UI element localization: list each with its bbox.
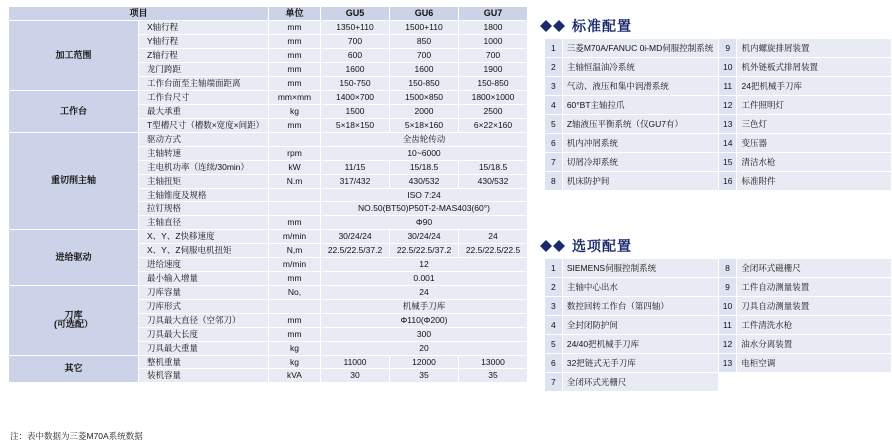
row-label: 主轴直径 bbox=[139, 216, 269, 230]
config-number: 10 bbox=[718, 297, 736, 316]
config-text: 主轴中心出水 bbox=[562, 278, 718, 297]
specification-table-wrapper bbox=[8, 6, 528, 383]
row-label: 拉钉规格 bbox=[139, 202, 269, 216]
row-value-gu7: 35 bbox=[459, 369, 528, 383]
config-number: 9 bbox=[718, 278, 736, 297]
config-number: 8 bbox=[545, 172, 563, 191]
row-unit bbox=[269, 202, 321, 216]
row-unit: mm bbox=[269, 35, 321, 49]
row-unit: mm bbox=[269, 49, 321, 63]
config-row bbox=[545, 172, 892, 191]
row-value-gu7: 1900 bbox=[459, 63, 528, 77]
row-value-gu7: 700 bbox=[459, 49, 528, 63]
row-value-gu5: 30/24/24 bbox=[321, 230, 390, 244]
row-value-gu5: 317/432 bbox=[321, 174, 390, 188]
table-footnote: 注：表中数据为三菱M70A系统数据 bbox=[10, 431, 143, 441]
row-value-merged: NO.50(BT50)P50T-2-MAS403(60°) bbox=[321, 202, 528, 216]
row-label: 最小输入增量 bbox=[139, 272, 269, 286]
config-row bbox=[545, 77, 892, 96]
header-gu6: GU6 bbox=[390, 7, 459, 21]
row-unit: kg bbox=[269, 341, 321, 355]
config-blank bbox=[718, 373, 891, 392]
row-label: 刀库容量 bbox=[139, 285, 269, 299]
table-row bbox=[9, 91, 528, 105]
config-number: 11 bbox=[718, 316, 736, 335]
row-value-gu6: 700 bbox=[390, 49, 459, 63]
config-row bbox=[545, 335, 892, 354]
row-value-merged: 0.001 bbox=[321, 272, 528, 286]
table-row bbox=[9, 132, 528, 146]
header-unit: 单位 bbox=[269, 7, 321, 21]
row-value-gu5: 1400×700 bbox=[321, 91, 390, 105]
config-text: 机内冲屑系统 bbox=[562, 134, 718, 153]
row-value-gu5: 30 bbox=[321, 369, 390, 383]
row-value-merged: Φ110(Φ200) bbox=[321, 313, 528, 327]
row-unit: kVA bbox=[269, 369, 321, 383]
header-gu7: GU7 bbox=[459, 7, 528, 21]
row-unit: mm bbox=[269, 216, 321, 230]
config-number: 3 bbox=[545, 297, 563, 316]
config-text: 切屑冷却系统 bbox=[562, 153, 718, 172]
row-value-gu7: 24 bbox=[459, 230, 528, 244]
config-number: 12 bbox=[719, 96, 737, 115]
row-value-gu5: 1350+110 bbox=[321, 21, 390, 35]
config-text: 工件清洗水枪 bbox=[737, 316, 892, 335]
group-label: 刀库 (可选配） bbox=[9, 285, 139, 355]
row-value-gu7: 13000 bbox=[459, 355, 528, 369]
group-label: 加工范围 bbox=[9, 21, 139, 91]
row-value-gu7: 15/18.5 bbox=[459, 160, 528, 174]
configuration-panels bbox=[540, 0, 892, 444]
diamond-marker-icon bbox=[540, 19, 566, 33]
row-unit: N,m bbox=[269, 244, 321, 258]
table-row bbox=[9, 21, 528, 35]
row-unit: mm bbox=[269, 118, 321, 132]
config-number: 14 bbox=[719, 134, 737, 153]
config-number: 1 bbox=[545, 39, 563, 58]
group-label: 工作台 bbox=[9, 91, 139, 133]
row-label: X轴行程 bbox=[139, 21, 269, 35]
row-label: 整机重量 bbox=[139, 355, 269, 369]
row-unit: N.m bbox=[269, 174, 321, 188]
row-value-gu6: 30/24/24 bbox=[390, 230, 459, 244]
row-value-gu6: 12000 bbox=[390, 355, 459, 369]
config-number: 2 bbox=[545, 278, 563, 297]
row-value-gu7: 22.5/22.5/22.5 bbox=[459, 244, 528, 258]
row-value-gu5: 11/15 bbox=[321, 160, 390, 174]
row-unit bbox=[269, 188, 321, 202]
row-value-gu6: 430/532 bbox=[390, 174, 459, 188]
row-unit bbox=[269, 132, 321, 146]
config-row bbox=[545, 278, 892, 297]
config-number: 13 bbox=[718, 354, 736, 373]
row-label: Z轴行程 bbox=[139, 49, 269, 63]
row-label: 装机容量 bbox=[139, 369, 269, 383]
row-label: 主电机功率（连续/30min） bbox=[139, 160, 269, 174]
row-unit: No, bbox=[269, 285, 321, 299]
row-unit: kg bbox=[269, 104, 321, 118]
config-number: 8 bbox=[718, 259, 736, 278]
standard-config-table bbox=[544, 38, 892, 191]
row-value-gu7: 150-850 bbox=[459, 77, 528, 91]
config-number: 2 bbox=[545, 58, 563, 77]
config-text: 全封闭防护间 bbox=[562, 316, 718, 335]
config-text: 油水分离装置 bbox=[737, 335, 892, 354]
row-value-gu6: 35 bbox=[390, 369, 459, 383]
standard-config-heading bbox=[540, 16, 632, 36]
row-value-gu5: 150-750 bbox=[321, 77, 390, 91]
row-label: T型槽尺寸（槽数×宽度×间距） bbox=[139, 118, 269, 132]
config-number: 11 bbox=[719, 77, 737, 96]
row-value-gu7: 1800×1000 bbox=[459, 91, 528, 105]
row-label: 主轴扭矩 bbox=[139, 174, 269, 188]
config-text: 三菱M70A/FANUC 0i-MD伺服控制系统 bbox=[562, 39, 718, 58]
config-text: 工件照明灯 bbox=[737, 96, 892, 115]
row-value-gu6: 22.5/22.5/37.2 bbox=[390, 244, 459, 258]
config-text: 电柜空调 bbox=[737, 354, 892, 373]
config-number: 12 bbox=[718, 335, 736, 354]
row-value-gu6: 2000 bbox=[390, 104, 459, 118]
row-label: 工作台尺寸 bbox=[139, 91, 269, 105]
row-value-merged: 全齿轮传动 bbox=[321, 132, 528, 146]
config-number: 6 bbox=[545, 134, 563, 153]
row-value-gu5: 5×18×150 bbox=[321, 118, 390, 132]
row-value-gu7: 430/532 bbox=[459, 174, 528, 188]
group-label: 重切削主轴 bbox=[9, 132, 139, 229]
row-label: 龙门跨距 bbox=[139, 63, 269, 77]
row-label: 主轴转速 bbox=[139, 146, 269, 160]
config-number: 1 bbox=[545, 259, 563, 278]
row-value-gu6: 1600 bbox=[390, 63, 459, 77]
config-text: 气动、液压和集中润滑系统 bbox=[562, 77, 718, 96]
row-value-gu6: 15/18.5 bbox=[390, 160, 459, 174]
row-unit: mm×mm bbox=[269, 91, 321, 105]
row-label: 刀库形式 bbox=[139, 299, 269, 313]
row-value-gu7: 6×22×160 bbox=[459, 118, 528, 132]
row-value-merged: 12 bbox=[321, 258, 528, 272]
row-label: X、Y、Z快移速度 bbox=[139, 230, 269, 244]
config-text: 变压器 bbox=[737, 134, 892, 153]
row-value-merged: ISO 7:24 bbox=[321, 188, 528, 202]
option-config-heading bbox=[540, 236, 632, 256]
header-gu5: GU5 bbox=[321, 7, 390, 21]
config-row bbox=[545, 153, 892, 172]
row-value-gu5: 700 bbox=[321, 35, 390, 49]
row-label: X、Y、Z伺服电机扭矩 bbox=[139, 244, 269, 258]
config-text: 60°BT主轴拉爪 bbox=[562, 96, 718, 115]
row-value-gu5: 1600 bbox=[321, 63, 390, 77]
config-number: 16 bbox=[719, 172, 737, 191]
row-value-gu6: 150-850 bbox=[390, 77, 459, 91]
row-unit: kW bbox=[269, 160, 321, 174]
row-label: 进给速度 bbox=[139, 258, 269, 272]
row-value-gu7: 2500 bbox=[459, 104, 528, 118]
config-row bbox=[545, 316, 892, 335]
row-unit: m/min bbox=[269, 230, 321, 244]
row-unit: rpm bbox=[269, 146, 321, 160]
row-label: 刀具最大直径（空邻刀） bbox=[139, 313, 269, 327]
row-value-gu6: 850 bbox=[390, 35, 459, 49]
row-value-gu7: 1800 bbox=[459, 21, 528, 35]
config-text: 数控回转工作台（第四轴） bbox=[562, 297, 718, 316]
group-label: 进给驱动 bbox=[9, 230, 139, 286]
row-label: 刀具最大长度 bbox=[139, 327, 269, 341]
row-value-merged: 10~6000 bbox=[321, 146, 528, 160]
config-text: 24把机械手刀库 bbox=[737, 77, 892, 96]
header-item: 项目 bbox=[9, 7, 269, 21]
config-number: 15 bbox=[719, 153, 737, 172]
config-number: 10 bbox=[719, 58, 737, 77]
config-text: SIEMENS伺服控制系统 bbox=[562, 259, 718, 278]
row-unit: mm bbox=[269, 327, 321, 341]
config-row bbox=[545, 373, 892, 392]
config-row bbox=[545, 297, 892, 316]
row-label: 主轴锥度及规格 bbox=[139, 188, 269, 202]
row-unit: mm bbox=[269, 313, 321, 327]
config-row bbox=[545, 96, 892, 115]
config-text: 全闭环式光栅尺 bbox=[562, 373, 718, 392]
config-number: 5 bbox=[545, 115, 563, 134]
config-text: 机床防护间 bbox=[562, 172, 718, 191]
group-label: 其它 bbox=[9, 355, 139, 383]
config-number: 6 bbox=[545, 354, 563, 373]
standard-config-table-wrapper bbox=[544, 38, 892, 191]
config-number: 13 bbox=[719, 115, 737, 134]
row-value-gu6: 5×18×160 bbox=[390, 118, 459, 132]
config-text: Z轴液压平衡系统（仅GU7有） bbox=[562, 115, 718, 134]
config-text: 标准附件 bbox=[737, 172, 892, 191]
config-number: 3 bbox=[545, 77, 563, 96]
specification-table bbox=[8, 6, 528, 383]
standard-config-title: 标准配置 bbox=[572, 18, 632, 34]
config-text: 刀具自动测量装置 bbox=[737, 297, 892, 316]
config-text: 机外链板式排屑装置 bbox=[737, 58, 892, 77]
row-value-gu5: 1500 bbox=[321, 104, 390, 118]
row-value-gu5: 11000 bbox=[321, 355, 390, 369]
config-text: 机内螺旋排屑装置 bbox=[737, 39, 892, 58]
row-value-gu5: 22.5/22.5/37.2 bbox=[321, 244, 390, 258]
config-number: 4 bbox=[545, 96, 563, 115]
config-text: 全闭环式磁栅尺 bbox=[737, 259, 892, 278]
row-value-gu7: 1000 bbox=[459, 35, 528, 49]
config-number: 7 bbox=[545, 373, 563, 392]
table-row bbox=[9, 285, 528, 299]
row-label: 刀具最大重量 bbox=[139, 341, 269, 355]
config-text: 工件自动测量装置 bbox=[737, 278, 892, 297]
config-text: 清洁水枪 bbox=[737, 153, 892, 172]
row-value-merged: Φ90 bbox=[321, 216, 528, 230]
config-row bbox=[545, 58, 892, 77]
table-header-row bbox=[9, 7, 528, 21]
config-row bbox=[545, 115, 892, 134]
config-row bbox=[545, 134, 892, 153]
row-value-gu6: 1500+110 bbox=[390, 21, 459, 35]
table-row bbox=[9, 355, 528, 369]
row-value-merged: 机械手刀库 bbox=[321, 299, 528, 313]
config-text: 24/40把机械手刀库 bbox=[562, 335, 718, 354]
row-label: Y轴行程 bbox=[139, 35, 269, 49]
row-value-merged: 24 bbox=[321, 285, 528, 299]
row-unit: m/min bbox=[269, 258, 321, 272]
config-text: 三色灯 bbox=[737, 115, 892, 134]
row-label: 工作台面至主轴端面距离 bbox=[139, 77, 269, 91]
option-config-table bbox=[544, 258, 892, 392]
config-row bbox=[545, 39, 892, 58]
diamond-marker-icon bbox=[540, 239, 566, 253]
row-unit: mm bbox=[269, 21, 321, 35]
row-value-merged: 20 bbox=[321, 341, 528, 355]
row-value-gu6: 1500×850 bbox=[390, 91, 459, 105]
config-number: 4 bbox=[545, 316, 563, 335]
row-unit: kg bbox=[269, 355, 321, 369]
option-config-table-wrapper bbox=[544, 258, 892, 392]
config-text: 主轴恒温油冷系统 bbox=[562, 58, 718, 77]
table-row bbox=[9, 230, 528, 244]
config-row bbox=[545, 259, 892, 278]
row-unit: mm bbox=[269, 77, 321, 91]
row-value-gu5: 600 bbox=[321, 49, 390, 63]
row-unit: mm bbox=[269, 272, 321, 286]
row-value-merged: 300 bbox=[321, 327, 528, 341]
option-config-title: 选项配置 bbox=[572, 238, 632, 254]
row-label: 最大承重 bbox=[139, 104, 269, 118]
row-unit: mm bbox=[269, 63, 321, 77]
config-text: 32把链式无手刀库 bbox=[562, 354, 718, 373]
config-number: 5 bbox=[545, 335, 563, 354]
row-label: 驱动方式 bbox=[139, 132, 269, 146]
config-row bbox=[545, 354, 892, 373]
config-number: 7 bbox=[545, 153, 563, 172]
config-number: 9 bbox=[719, 39, 737, 58]
row-unit bbox=[269, 299, 321, 313]
